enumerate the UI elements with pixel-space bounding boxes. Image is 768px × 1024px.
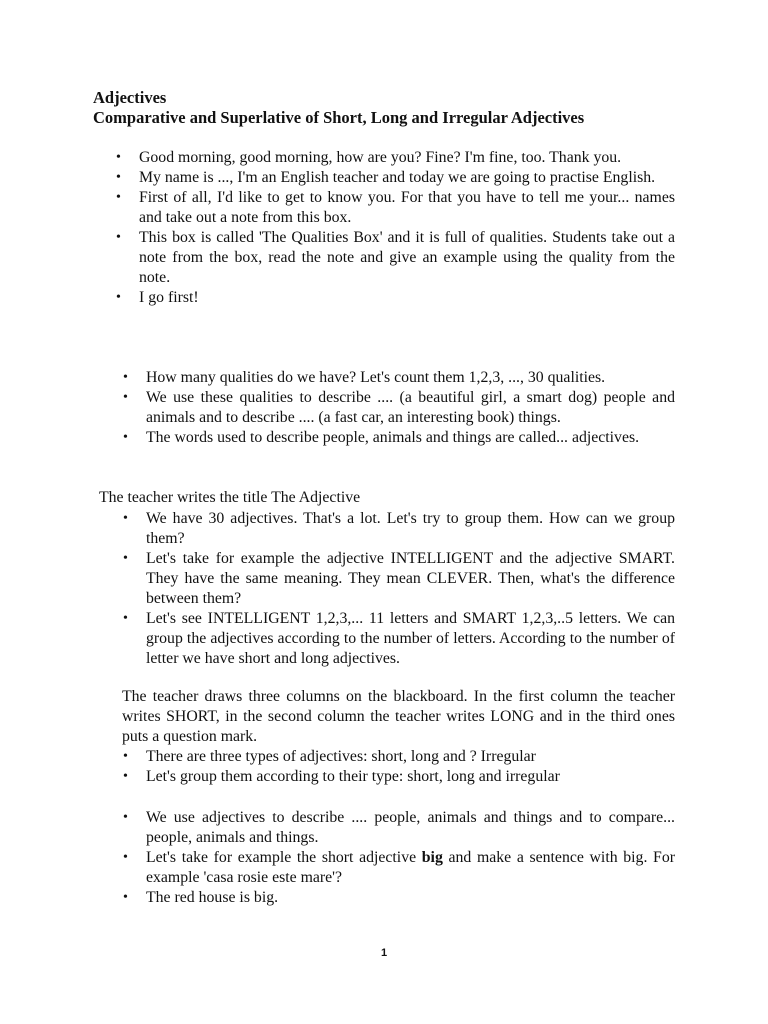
list-item: • We have 30 adjectives. That's a lot. Let's try to group them. How can we group them? xyxy=(123,510,675,547)
list-item: • We use adjectives to describe .... people, animals and things and to compare... people, animals and things. xyxy=(123,809,675,846)
list-item: • How many qualities do we have? Let's count them 1,2,3, ..., 30 qualities. xyxy=(123,369,606,386)
qualities-bullet-list xyxy=(122,368,675,448)
bullet-icon: • xyxy=(123,890,128,905)
bullet-icon: • xyxy=(123,611,128,626)
list-item: • This box is called 'The Qualities Box' and it is full of qualities. Students take out a note from the box, read the note and give an example using the quality from the note. xyxy=(116,229,675,286)
types-bullet-list xyxy=(122,747,675,787)
bullet-icon: • xyxy=(116,170,121,185)
list-item: • The red house is big. xyxy=(123,889,279,906)
list-item: • First of all, I'd like to get to know you. For that you have to tell me your... names and take out a note from this box. xyxy=(116,189,675,226)
page-number: 1 xyxy=(380,947,388,959)
bullet-icon: • xyxy=(116,190,121,205)
bold-word: big xyxy=(421,849,443,866)
bullet-icon: • xyxy=(123,390,128,405)
intro-bullet-list xyxy=(115,148,675,308)
bullet-icon: • xyxy=(123,551,128,566)
list-item: • I go first! xyxy=(116,289,199,306)
list-item: • The words used to describe people, animals and things are called... adjectives. xyxy=(123,429,640,446)
list-item: • There are three types of adjectives: short, long and ? Irregular xyxy=(123,748,536,765)
grouping-bullet-list xyxy=(122,509,675,669)
bullet-icon: • xyxy=(116,150,121,165)
document-subtitle: Comparative and Superlative of Short, Long and Irregular Adjectives xyxy=(93,108,585,127)
teacher-title-line: The teacher writes the title The Adjective xyxy=(99,489,361,506)
list-item: • Let's take for example the short adjective big and make a sentence with big. For example 'casa rosie este mare'? xyxy=(123,849,675,886)
bullet-icon: • xyxy=(123,810,128,825)
list-item: • Good morning, good morning, how are you? Fine? I'm fine, too. Thank you. xyxy=(116,149,622,166)
bullet-icon: • xyxy=(123,430,128,445)
bullet-icon: • xyxy=(123,370,128,385)
bullet-icon: • xyxy=(116,290,121,305)
list-item: • We use these qualities to describe .... (a beautiful girl, a smart dog) people and animals and to describe .... (a fast car, an interesting book) things. xyxy=(123,389,675,426)
compare-bullet-list xyxy=(122,808,675,908)
bullet-icon: • xyxy=(123,850,128,865)
document-title: Adjectives xyxy=(93,88,167,107)
bullet-icon: • xyxy=(123,749,128,764)
blackboard-paragraph: The teacher draws three columns on the blackboard. In the first column the teacher writes SHORT, in the second column the teacher writes LONG and in the third ones puts a question mark. xyxy=(122,688,675,745)
list-item: • Let's take for example the adjective INTELLIGENT and the adjective SMART. They have the same meaning. They mean CLEVER. Then, what's the difference between them? xyxy=(123,550,675,607)
bullet-icon: • xyxy=(123,769,128,784)
list-item: • Let's group them according to their type: short, long and irregular xyxy=(123,768,560,785)
list-item: • My name is ..., I'm an English teacher and today we are going to practise English. xyxy=(116,169,656,186)
list-item: • Let's see INTELLIGENT 1,2,3,... 11 letters and SMART 1,2,3,..5 letters. We can group the adjectives according to the number of letters. According to the number of letter we have short and long adjectives. xyxy=(123,610,675,667)
bullet-icon: • xyxy=(116,230,121,245)
bullet-icon: • xyxy=(123,511,128,526)
